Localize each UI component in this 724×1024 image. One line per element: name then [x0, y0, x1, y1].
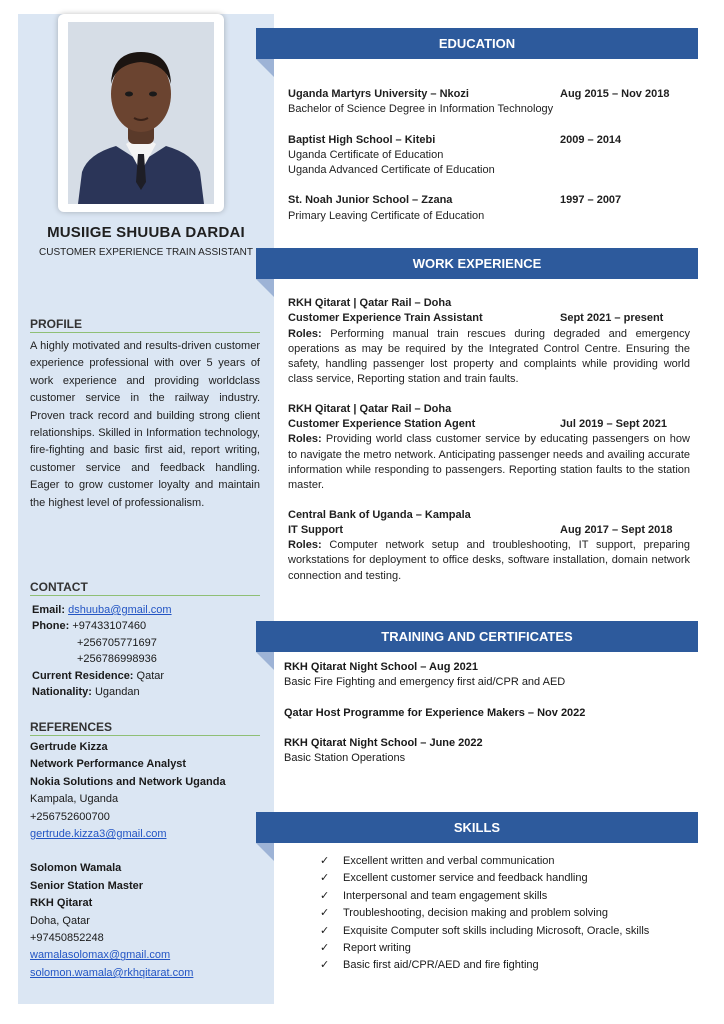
- nationality-value: Ugandan: [94, 686, 140, 699]
- education-entry: [288, 193, 690, 224]
- phone-number: +256705771697: [77, 636, 157, 649]
- skill-item: [320, 957, 680, 974]
- checkmark-icon: ✓: [320, 959, 330, 972]
- residence-value: Qatar: [136, 669, 165, 682]
- roles-text: Computer network setup and troubleshooting, IT support, preparing workstations for deployment to office desks, software installation, domain network connection and testing.: [288, 539, 690, 582]
- training-title: Qatar Host Programme for Experience Makers – Nov 2022: [284, 706, 586, 719]
- reference-location: Kampala, Uganda: [30, 793, 119, 806]
- employer-name: Central Bank of Uganda – Kampala: [288, 508, 471, 521]
- roles-text: Performing manual train rescues during degraded and emergency operations as may be required by the Integrated Control Centre. Ensuring the safety, handling passenger lost property and complaints while providing world class service, Reporting station and train faults.: [288, 327, 690, 386]
- position-title: Customer Experience Station Agent: [288, 418, 476, 431]
- skill-item: [320, 923, 680, 940]
- skills-list: [320, 853, 680, 975]
- reference-name: Solomon Wamala: [30, 862, 122, 875]
- education-dates: Aug 2015 – Nov 2018: [560, 88, 670, 100]
- section-fold-decoration: [256, 59, 274, 77]
- school-name: St. Noah Junior School – Zzana: [288, 194, 453, 207]
- reference-email-link[interactable]: gertrude.kizza3@gmail.com: [30, 828, 167, 841]
- person-portrait-icon: [68, 22, 214, 204]
- candidate-name: MUSIIGE SHUUBA DARDAI: [47, 224, 245, 241]
- school-name: Uganda Martyrs University – Nkozi: [288, 88, 469, 100]
- email-label: Email:: [32, 604, 66, 616]
- education-qualification: Primary Leaving Certificate of Education: [288, 209, 485, 222]
- reference-location: Doha, Qatar: [30, 914, 90, 927]
- experience-dates: Aug 2017 – Sept 2018: [560, 523, 673, 536]
- roles-label: Roles:: [288, 539, 322, 552]
- training-title: RKH Qitarat Night School – June 2022: [284, 736, 483, 749]
- phone-label: Phone:: [32, 620, 70, 633]
- education-qualification: Uganda Advanced Certificate of Education: [288, 164, 495, 177]
- candidate-job-title: CUSTOMER EXPERIENCE TRAIN ASSISTANT: [39, 247, 253, 258]
- reference-email-link[interactable]: wamalasolomax@gmail.com: [30, 949, 171, 962]
- reference-phone: +97450852248: [30, 932, 104, 945]
- education-dates: 2009 – 2014: [560, 133, 622, 146]
- skill-item: [320, 870, 680, 887]
- checkmark-icon: ✓: [320, 855, 330, 867]
- skill-item: [320, 888, 680, 905]
- position-title: IT Support: [288, 523, 343, 536]
- checkmark-icon: ✓: [320, 872, 330, 885]
- nationality-label: Nationality:: [32, 686, 92, 699]
- skill-text: Basic first aid/CPR/AED and fire fighting: [343, 959, 539, 972]
- reference-role: Network Performance Analyst: [30, 758, 187, 771]
- references-heading: REFERENCES: [30, 720, 260, 736]
- email-link[interactable]: dshuuba@gmail.com: [68, 604, 172, 616]
- skill-item: [320, 853, 680, 870]
- reference-entry: [30, 860, 266, 982]
- training-list: [284, 660, 694, 766]
- residence-label: Current Residence:: [32, 669, 134, 682]
- experience-entry: [288, 508, 690, 584]
- skill-text: Excellent written and verbal communication: [343, 855, 555, 867]
- experience-dates: Sept 2021 – present: [560, 312, 664, 325]
- roles-label: Roles:: [288, 327, 322, 340]
- experience-entry: [288, 296, 690, 388]
- skill-text: Troubleshooting, decision making and problem solving: [343, 907, 608, 920]
- education-entry: [288, 87, 690, 118]
- education-qualification: Bachelor of Science Degree in Information Technology: [288, 103, 554, 116]
- school-name: Baptist High School – Kitebi: [288, 133, 436, 146]
- training-entry: [284, 706, 694, 721]
- roles-label: Roles:: [288, 433, 322, 446]
- training-detail: Basic Station Operations: [284, 752, 406, 765]
- contact-heading: CONTACT: [30, 580, 260, 596]
- reference-name: Gertrude Kizza: [30, 741, 108, 753]
- checkmark-icon: ✓: [320, 942, 330, 955]
- reference-org: Nokia Solutions and Network Uganda: [30, 775, 226, 788]
- training-title: RKH Qitarat Night School – Aug 2021: [284, 661, 478, 673]
- employer-name: RKH Qitarat | Qatar Rail – Doha: [288, 402, 452, 415]
- training-heading: TRAINING AND CERTIFICATES: [256, 621, 698, 652]
- employer-name: RKH Qitarat | Qatar Rail – Doha: [288, 297, 452, 309]
- checkmark-icon: ✓: [320, 924, 330, 937]
- education-dates: 1997 – 2007: [560, 194, 622, 207]
- position-title: Customer Experience Train Assistant: [288, 312, 483, 325]
- section-fold-decoration: [256, 279, 274, 297]
- profile-heading: PROFILE: [30, 317, 260, 333]
- experience-entry: [288, 402, 690, 494]
- education-heading: EDUCATION: [256, 28, 698, 59]
- section-fold-decoration: [256, 652, 274, 670]
- references-block: [30, 739, 266, 982]
- skill-text: Interpersonal and team engagement skills: [343, 889, 548, 902]
- reference-org: RKH Qitarat: [30, 897, 93, 910]
- contact-nationality-row: [32, 684, 264, 700]
- education-qualification: Uganda Certificate of Education: [288, 148, 444, 161]
- skill-item: [320, 905, 680, 922]
- skills-heading: SKILLS: [256, 812, 698, 843]
- training-entry: [284, 736, 694, 767]
- skill-text: Report writing: [343, 942, 411, 955]
- phone-number: +97433107460: [72, 620, 147, 633]
- profile-photo: [68, 22, 214, 204]
- skill-item: [320, 940, 680, 957]
- skill-text: Exquisite Computer soft skills including Microsoft, Oracle, skills: [343, 924, 650, 937]
- education-entry: [288, 133, 690, 179]
- section-fold-decoration: [256, 843, 274, 861]
- reference-entry: [30, 739, 266, 843]
- phone-number: +256786998936: [77, 653, 157, 666]
- skill-text: Excellent customer service and feedback handling: [343, 872, 588, 885]
- contact-block: [32, 602, 264, 700]
- profile-photo-frame: [58, 14, 224, 212]
- profile-summary: A highly motivated and results-driven customer experience professional with over 5 years of work experience and providing worldclass customer service in the railway industry. Proven track record and building strong client relationships. Skilled in Information technology, fire-fighting and basic first aid, report writing, customer service and feedback handling. Eager to grow customer loyalty and maintain the highest level of professionalism.: [30, 340, 260, 509]
- reference-email-link[interactable]: solomon.wamala@rkhqitarat.com: [30, 966, 194, 979]
- checkmark-icon: ✓: [320, 907, 330, 920]
- roles-text: Providing world class customer service by educating passengers on how to navigate the metro network. Anticipating passenger needs and availing accurate information while responding to passengers. Reporting station faults to the station master.: [288, 433, 690, 492]
- reference-phone: +256752600700: [30, 810, 110, 823]
- training-detail: Basic Fire Fighting and emergency first aid/CPR and AED: [284, 676, 566, 689]
- contact-email-row: [32, 602, 264, 618]
- training-entry: [284, 660, 694, 691]
- experience-list: [288, 296, 690, 584]
- education-list: [288, 87, 690, 224]
- contact-residence-row: [32, 668, 264, 684]
- experience-dates: Jul 2019 – Sept 2021: [560, 418, 668, 431]
- checkmark-icon: ✓: [320, 889, 330, 902]
- contact-phone-row: [32, 618, 264, 634]
- work-experience-heading: WORK EXPERIENCE: [256, 248, 698, 279]
- reference-role: Senior Station Master: [30, 879, 144, 892]
